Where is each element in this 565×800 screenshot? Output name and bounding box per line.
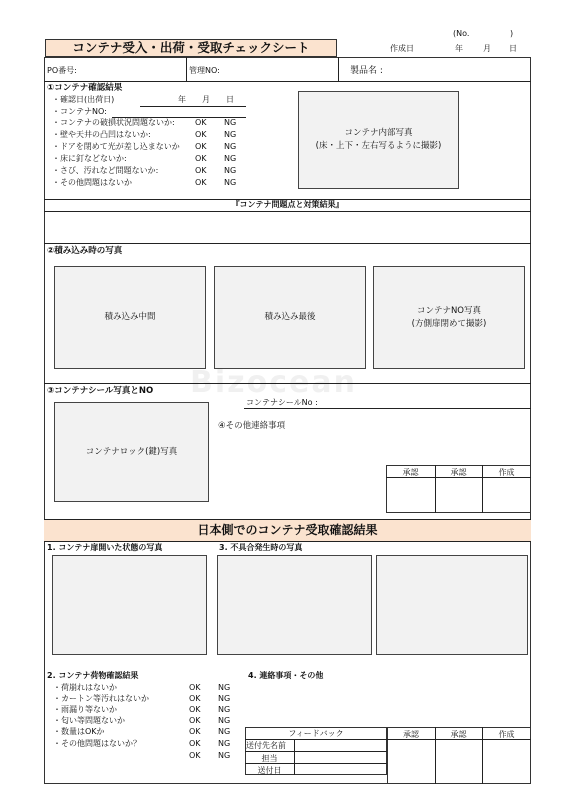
underline	[140, 106, 246, 107]
cargo-item-ng[interactable]: NG	[218, 727, 231, 736]
japan-sub4: 4. 連絡事項・その他	[248, 671, 324, 680]
check-item-ok[interactable]: OK	[195, 142, 207, 151]
container-no-photo-title: コンテナNO写真	[416, 305, 482, 316]
seal-no-label: コンテナシールNo :	[246, 398, 318, 407]
cargo-item-ok[interactable]: OK	[189, 739, 201, 748]
po-number-label: PO番号:	[47, 66, 77, 75]
check-date-month: 月	[202, 95, 210, 104]
approve-header-1: 承認	[402, 468, 419, 477]
check-item-ng[interactable]: NG	[224, 154, 237, 163]
sent-date-label: 送付日	[257, 766, 282, 775]
japan-sub3: 3. 不具合発生時の写真	[219, 543, 303, 552]
created-year-label: 年	[455, 44, 463, 53]
cargo-item-ok[interactable]: OK	[189, 727, 201, 736]
cargo-item-ok[interactable]: OK	[189, 705, 201, 714]
japan-sub2: 2. コンテナ荷物確認結果	[47, 671, 139, 680]
cargo-item-label: ・その他問題はないか？	[53, 739, 141, 748]
created-date-label: 作成日	[390, 44, 414, 53]
cargo-item-label: ・数量はOKか	[53, 727, 105, 736]
check-item-label: ・その他問題はないか	[52, 178, 132, 187]
check-item-label: ・床に釘などないか:	[52, 154, 127, 163]
cargo-item-ok[interactable]: OK	[189, 694, 201, 703]
loading-middle-label: 積み込み中間	[104, 312, 156, 322]
japan-approve-header-2: 承認	[450, 730, 467, 739]
check-item-label: ・さび、汚れなど問題ないか:	[52, 166, 159, 175]
check-item-ok[interactable]: OK	[195, 166, 207, 175]
cargo-item-ng[interactable]: NG	[218, 716, 231, 725]
check-item-ok[interactable]: OK	[195, 130, 207, 139]
person-label: 担当	[261, 754, 278, 763]
other-contact-label: ④その他連絡事項	[218, 421, 286, 431]
check-date-year: 年	[178, 95, 186, 104]
cargo-item-ng[interactable]: NG	[218, 739, 231, 748]
check-item-ok[interactable]: OK	[195, 154, 207, 163]
check-item-ng[interactable]: NG	[224, 178, 237, 187]
cargo-item-ng[interactable]: NG	[218, 751, 231, 760]
check-item-ng[interactable]: NG	[224, 130, 237, 139]
japan-sub1: 1. コンテナ扉開いた状態の写真	[47, 543, 163, 552]
create-header: 作成	[498, 468, 515, 477]
cargo-item-ng[interactable]: NG	[218, 705, 231, 714]
feedback-header: フィードバック	[288, 729, 344, 738]
container-no-photo[interactable]	[373, 266, 525, 369]
divider	[338, 57, 339, 81]
check-item-label: ・壁や天井の凸凹はないか:	[52, 130, 151, 139]
section1-title: ①コンテナ確認結果	[47, 83, 123, 93]
section2-title: ②積み込み時の写真	[47, 246, 123, 256]
container-inner-photo[interactable]	[298, 91, 459, 189]
watermark: Bizocean	[190, 365, 357, 400]
defect-photo-2[interactable]	[376, 555, 528, 655]
created-month-label: 月	[483, 44, 491, 53]
cargo-item-label: ・匂い等問題ないか	[53, 716, 125, 725]
loading-last-label: 積み込み最後	[264, 312, 316, 322]
cargo-item-ok[interactable]: OK	[189, 683, 201, 692]
cargo-item-label: ・荷崩れはないか	[53, 683, 117, 692]
underline	[244, 408, 531, 409]
section3-title: ③コンテナシール写真とNO	[47, 386, 154, 396]
door-open-photo[interactable]	[52, 555, 207, 655]
container-lock-label: コンテナロック(鍵)写真	[85, 446, 178, 457]
product-name-label: 製品名 :	[350, 66, 383, 76]
check-item-label: ・ドアを閉めて光が差し込まないか	[52, 142, 180, 151]
check-item-ok[interactable]: OK	[195, 178, 207, 187]
divider	[245, 739, 387, 740]
divider	[44, 211, 531, 212]
check-date-label: ・確認日(出荷日)	[52, 95, 115, 104]
container-no-label: ・コンテナNO:	[52, 107, 107, 116]
inner-photo-note: (床・上下・左右写るように撮影)	[315, 141, 442, 151]
defect-photo-1[interactable]	[217, 555, 372, 655]
created-day-label: 日	[509, 44, 517, 53]
cargo-item-label: ・カートン等汚れはないか	[53, 694, 149, 703]
cargo-item-ng[interactable]: NG	[218, 694, 231, 703]
divider	[44, 541, 531, 542]
mgmt-number-label: 管理NO:	[189, 66, 220, 75]
no-close: )	[510, 29, 514, 38]
check-item-ng[interactable]: NG	[224, 166, 237, 175]
divider	[44, 243, 531, 244]
japan-approve-header-1: 承認	[403, 730, 419, 739]
divider	[44, 81, 531, 82]
japan-create-header: 作成	[498, 730, 515, 739]
check-item-ng[interactable]: NG	[224, 118, 237, 127]
divider	[245, 751, 387, 752]
divider	[186, 57, 187, 81]
check-item-ng[interactable]: NG	[224, 142, 237, 151]
approve-header-2: 承認	[450, 468, 467, 477]
cargo-item-label: ・雨漏り等ないか	[53, 705, 117, 714]
check-item-label: ・コンテナの破損状況問題ないか:	[52, 118, 175, 127]
divider	[294, 739, 295, 775]
sheet-title: コンテナ受入・出荷・受取チェックシート	[45, 39, 337, 57]
cargo-item-ok[interactable]: OK	[189, 716, 201, 725]
no-label: (No.	[453, 29, 470, 38]
cargo-item-ok[interactable]: OK	[189, 751, 201, 760]
container-lock-photo[interactable]	[54, 402, 209, 502]
check-item-ok[interactable]: OK	[195, 118, 207, 127]
dest-name-label: 送付先名前	[246, 741, 286, 750]
loading-last-photo[interactable]	[214, 266, 366, 369]
cargo-item-ng[interactable]: NG	[218, 683, 231, 692]
container-no-photo-note: (方側扉閉めて撮影)	[411, 318, 487, 329]
japan-section-title: 日本側でのコンテナ受取確認結果	[44, 520, 531, 541]
loading-middle-photo[interactable]	[54, 266, 206, 369]
inner-photo-title: コンテナ内部写真	[344, 128, 413, 138]
issues-title: 『コンテナ問題点と対策結果』	[231, 200, 344, 209]
check-date-day: 日	[226, 95, 234, 104]
